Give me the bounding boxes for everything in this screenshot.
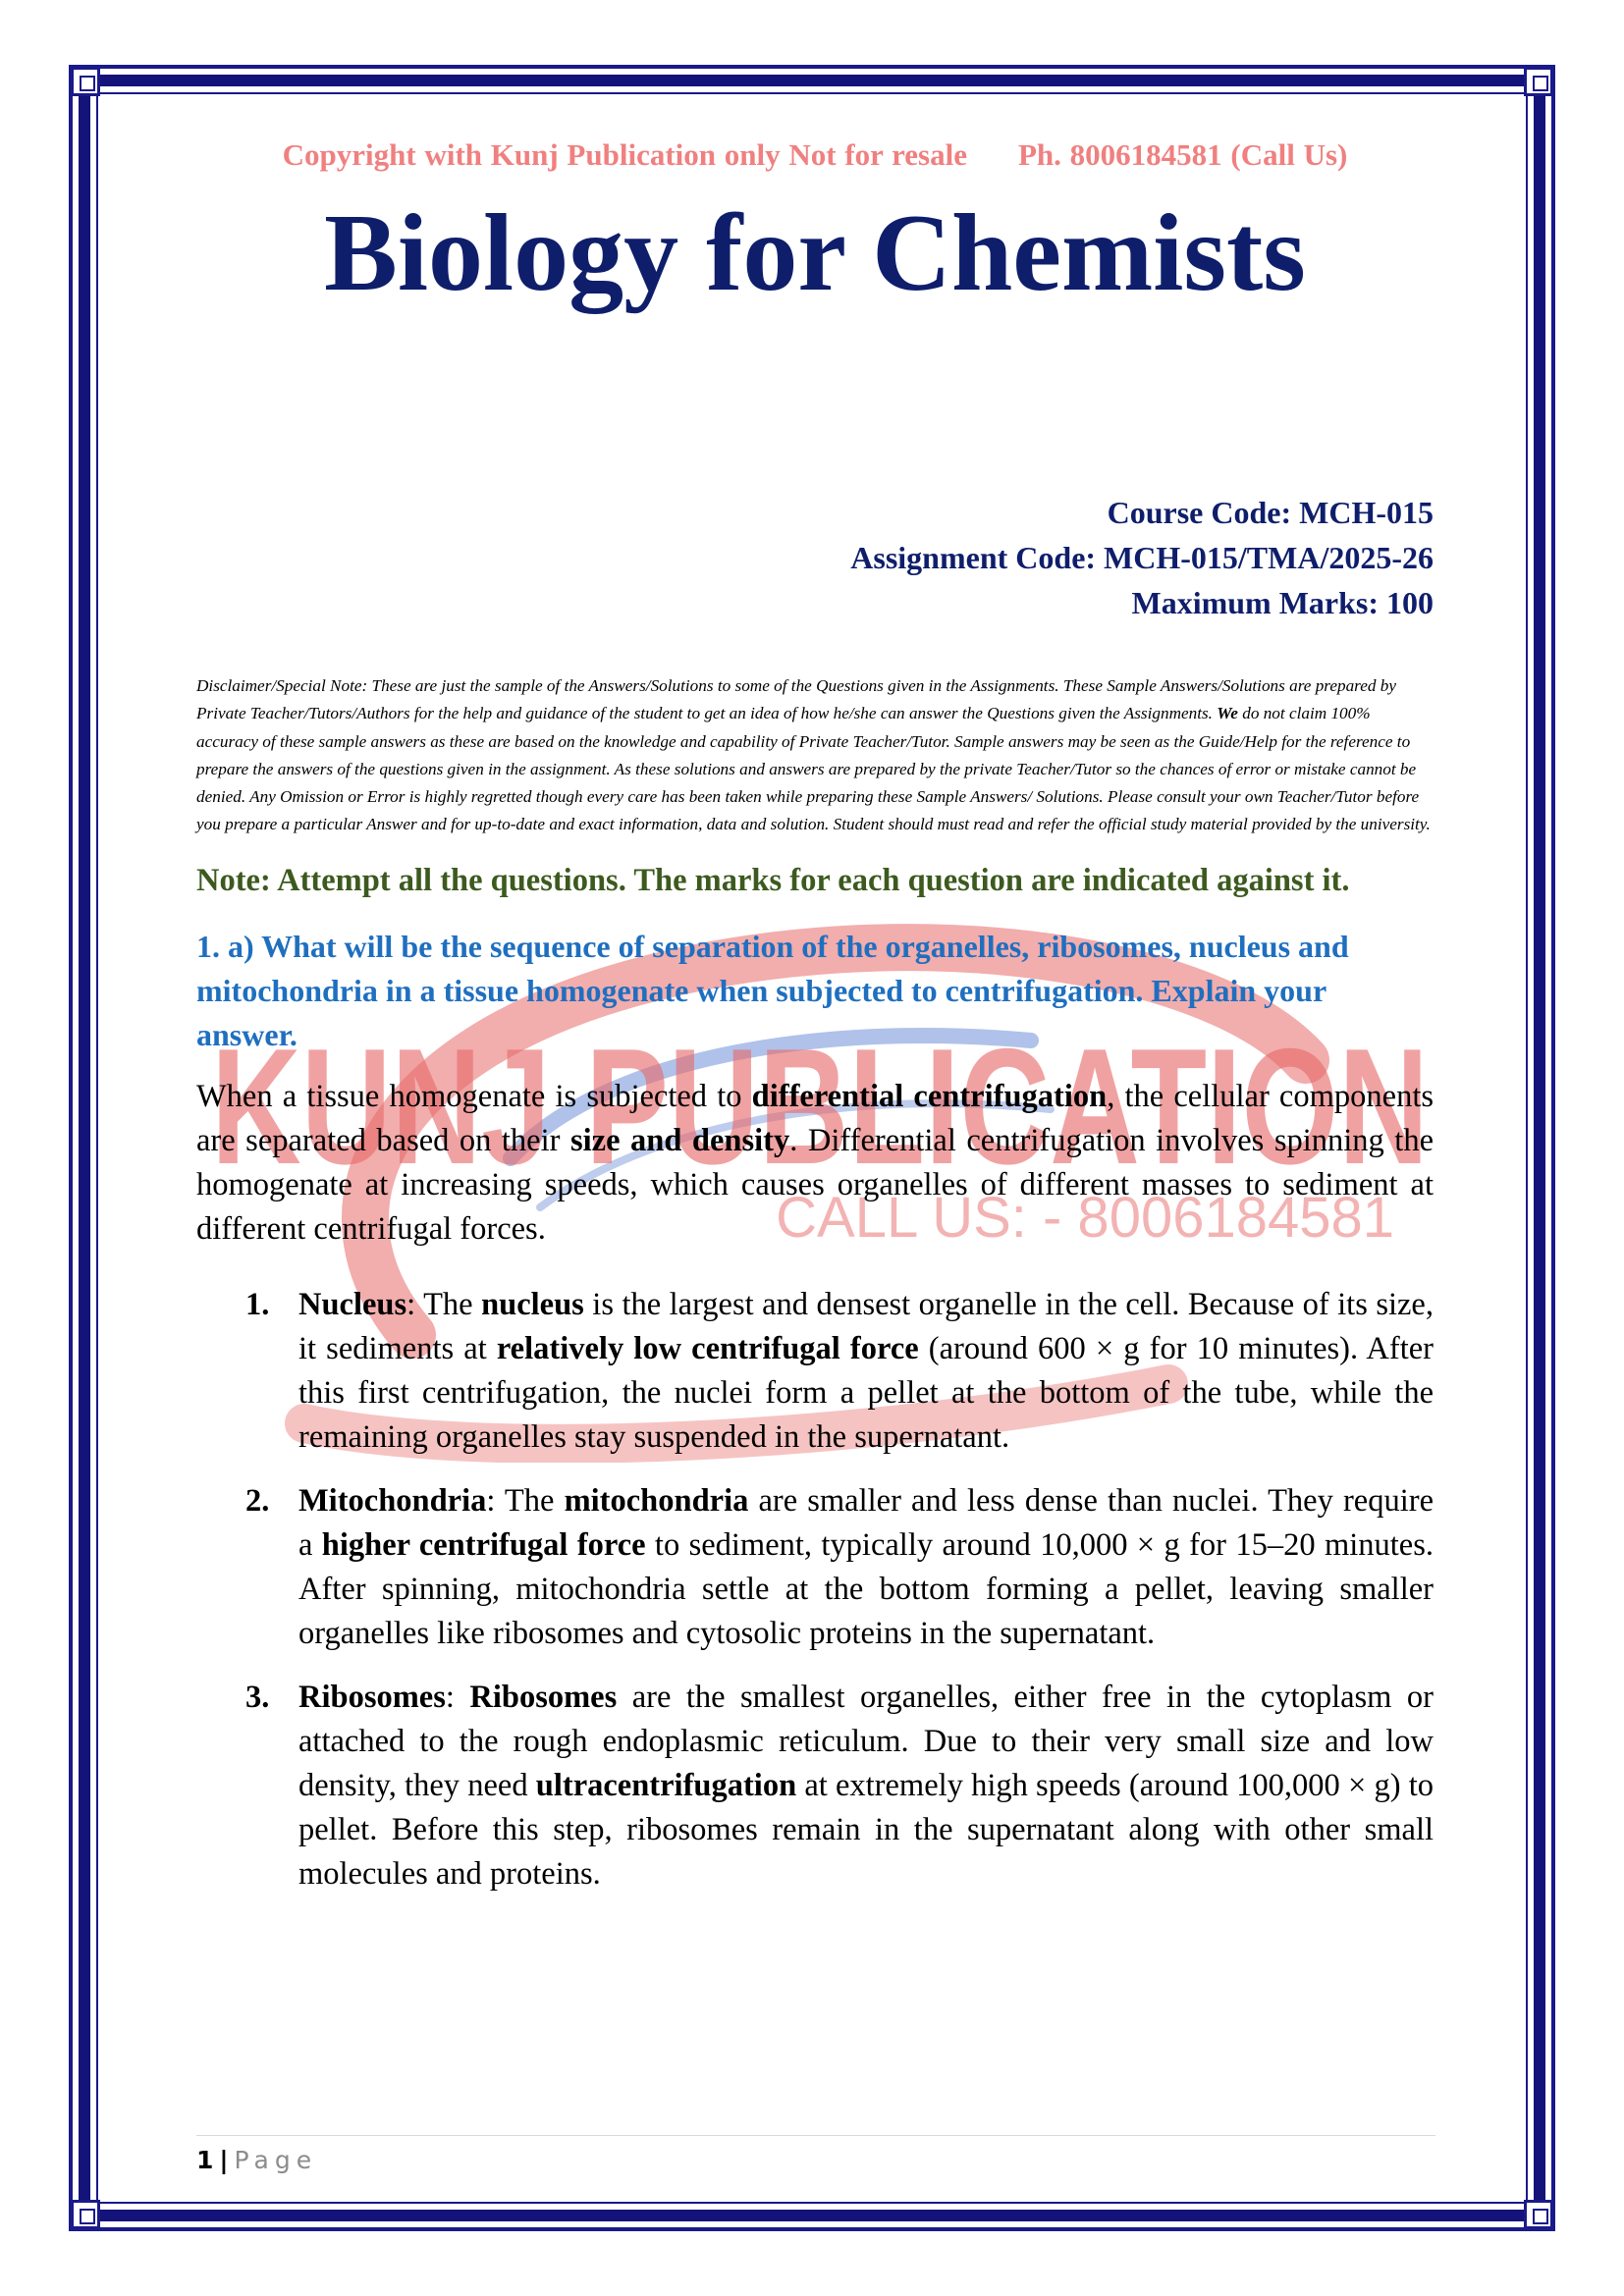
bold-run: nucleus: [481, 1287, 584, 1323]
item-number: 2.: [245, 1483, 270, 1520]
corner-ornament: [71, 2200, 100, 2229]
item-heading: Nucleus: [298, 1287, 407, 1323]
bold-run: Ribosomes: [469, 1680, 618, 1716]
organelle-list: [196, 1283, 1434, 1896]
question-heading: 1. a) What will be the sequence of separation of the organelles, ribosomes, nucleus and mitochondria in a tissue homogenate when subjected to centrifugation. Explain your answer.: [196, 928, 1349, 1052]
bold-run: ultracentrifugation: [535, 1768, 797, 1804]
list-item: [196, 1479, 1434, 1656]
text-run: . Differential centrifugation involves spinning the homogenate at increasing speeds, which causes organelles of different masses to sediment at different centrifugal forces.: [196, 1122, 1434, 1247]
watermark-brand: KUNJ PUBLICATION: [211, 1014, 1429, 1199]
answer-intro: [196, 1075, 1434, 1252]
text-run: are the smallest organelles, either free in the cytoplasm or attached to the rough endoplasmic reticulum. Due to their very small size and low density, they need: [298, 1680, 1434, 1804]
bold-run: mitochondria: [564, 1483, 749, 1520]
text-run: (around 600 × g for 10 minutes). After this first centrifugation, the nuclei form a pellet at the bottom of the tube, while the remaining organelles stay suspended in the supernatant.: [298, 1331, 1434, 1456]
page-label: Page: [234, 2146, 318, 2174]
disclaimer-part-2: do not claim 100% accuracy of these sample answers as these are based on the knowledge and capability of Private Teacher/Tutor. Sample answers may be seen as the Guide/Help for the reference to prepare the answers of the questions given in the assignment. As these solutions and answers are prepared by the private Teacher/Tutor so the chances of error or mistake cannot be denied. Any Omission or Error is highly regretted though every care has been taken while preparing these Sample Answers/ Solutions. Please consult your own Teacher/Tutor before you prepare a particular Answer and for up-to-date and exact information, data and solution. Student should must read and refer the official study material provided by the university.: [196, 704, 1431, 834]
text-run: is the largest and densest organelle in the cell. Because of its size, it sediments at: [298, 1287, 1434, 1367]
corner-ornament: [1524, 2200, 1553, 2229]
document-title: Biology for Chemists: [324, 192, 1306, 314]
copyright-text: Copyright with Kunj Publication only Not for resale: [282, 137, 967, 172]
phone-text: Ph. 8006184581 (Call Us): [1017, 137, 1348, 172]
assignment-code: Assignment Code: MCH-015/TMA/2025-26: [850, 540, 1434, 575]
item-heading: Mitochondria: [298, 1483, 487, 1520]
item-heading: Ribosomes: [298, 1680, 446, 1716]
list-item: [196, 1283, 1434, 1460]
list-item: [196, 1676, 1434, 1896]
disclaimer: [196, 672, 1434, 839]
text-run: to sediment, typically around 10,000 × g for 15–20 minutes. After spinning, mitochondria settle at the bottom forming a pellet, leaving smaller organelles like ribosomes and cytosolic proteins in the supernatant.: [298, 1527, 1434, 1652]
watermark-call: CALL US: - 8006184581: [776, 1186, 1394, 1250]
bold-run: size and density: [569, 1122, 790, 1158]
text-run: are smaller and less dense than nuclei. They require a: [298, 1483, 1434, 1564]
disclaimer-we: We: [1217, 704, 1238, 723]
page-number: 1: [196, 2146, 214, 2174]
corner-ornament: [71, 67, 100, 96]
corner-ornament: [1524, 67, 1553, 96]
disclaimer-part-1: Disclaimer/Special Note: These are just the sample of the Answers/Solutions to some of the Questions given in the Assignments. These Sample Answers/Solutions are prepared by Private Teacher/Tutors/Authors for the help and guidance of the student to get an idea of how he/she can answer the Questions given the Assignments.: [196, 676, 1396, 723]
footer-separator: |: [219, 2146, 229, 2174]
bold-run: differential centrifugation: [751, 1078, 1108, 1114]
text-run: When a tissue homogenate is subjected to: [196, 1078, 752, 1114]
item-number: 3.: [245, 1680, 270, 1716]
item-number: 1.: [245, 1287, 270, 1323]
maximum-marks: Maximum Marks: 100: [1131, 585, 1434, 620]
course-code: Course Code: MCH-015: [1107, 495, 1434, 530]
page-content: [196, 137, 1434, 1916]
page-footer: [196, 2146, 317, 2174]
instructions-note: Note: Attempt all the questions. The marks for each question are indicated against it.: [196, 862, 1350, 898]
bold-run: relatively low centrifugal force: [496, 1331, 919, 1367]
text-run: : The: [406, 1287, 482, 1323]
text-run: :: [445, 1680, 470, 1716]
copyright-header: [196, 137, 1434, 173]
course-meta: [196, 490, 1434, 625]
bold-run: higher centrifugal force: [321, 1527, 646, 1564]
text-run: at extremely high speeds (around 100,000 × g) to pellet. Before this step, ribosomes remain in the supernatant along with other small molecules and proteins.: [298, 1768, 1435, 1893]
text-run: , the cellular components are separated based on their: [196, 1078, 1434, 1158]
text-run: : The: [486, 1483, 565, 1520]
footer-divider: [196, 2135, 1435, 2136]
